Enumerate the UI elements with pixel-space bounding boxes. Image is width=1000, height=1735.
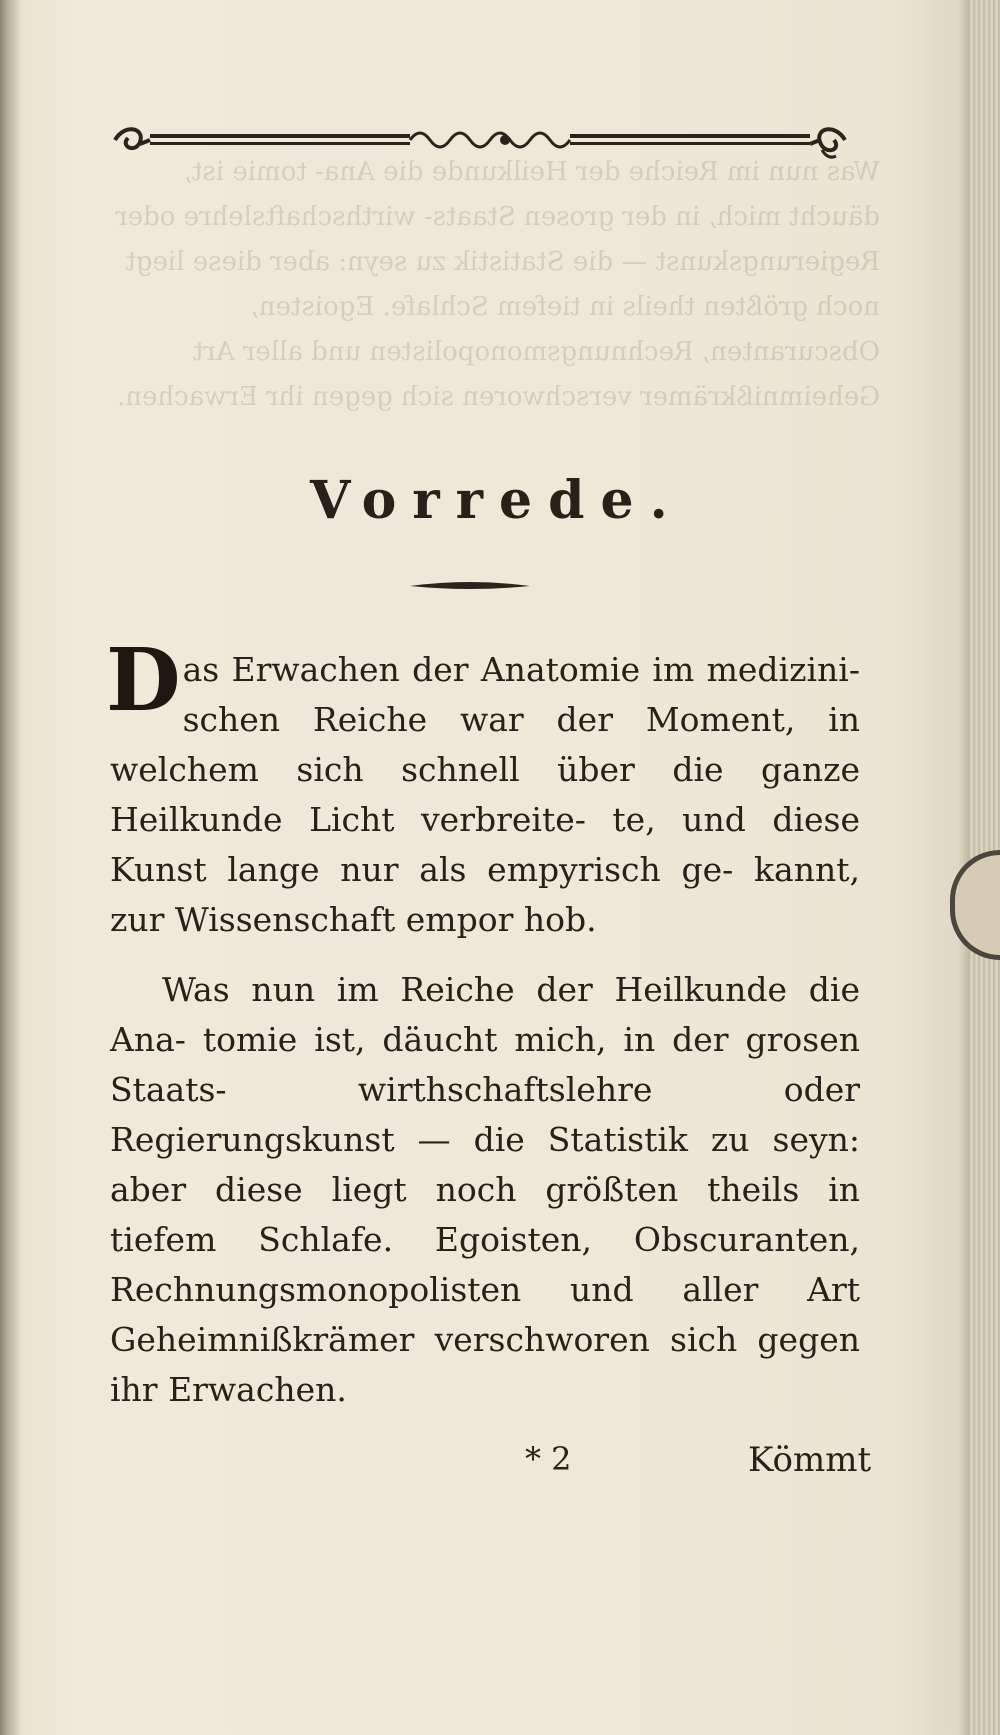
paragraph-1-text: as Erwachen der Anatomie im medizini- schen Reiche war der Moment, in welchem sich schnell über die ganze Heilkunde Licht verbreite- te, und diese Kunst lange nur als empyrisch ge- kannt, zur Wissenschaft empor hob.	[110, 650, 860, 939]
ornamental-header-rule	[110, 118, 850, 178]
paragraph-1	[106, 630, 860, 945]
signature-mark: * 2	[525, 1440, 572, 1478]
page-title: Vorrede.	[310, 470, 684, 531]
gutter-shadow	[0, 0, 20, 1735]
paragraph-2	[110, 965, 860, 1415]
drop-cap: D	[106, 630, 181, 731]
title-underline	[410, 580, 530, 592]
show-through-text: Was nun im Reiche der Heilkunde die Ana- tomie ist, däucht mich, in der grosen Staats- wirthschaftslehre oder Regierungskunst — die Statistik zu seyn: aber diese liegt noch größten theils in tiefem Schlafe. Egoisten, Obscuranten, Rechnungsmonopolisten und aller Art Geheimnißkrämer verschworen sich gegen ihr Erwachen.	[115, 157, 880, 412]
paragraph-2-text: Was nun im Reiche der Heilkunde die Ana- tomie ist, däucht mich, in der grosen Staats- wirthschaftslehre oder Regierungskunst — die Statistik zu seyn: aber diese liegt noch größten theils in tiefem Schlafe. Egoisten, Obscuranten, Rechnungsmonopolisten und aller Art Geheimnißkrämer verschworen sich gegen ihr Erwachen.	[110, 970, 860, 1409]
catchword: Kömmt	[748, 1440, 872, 1480]
